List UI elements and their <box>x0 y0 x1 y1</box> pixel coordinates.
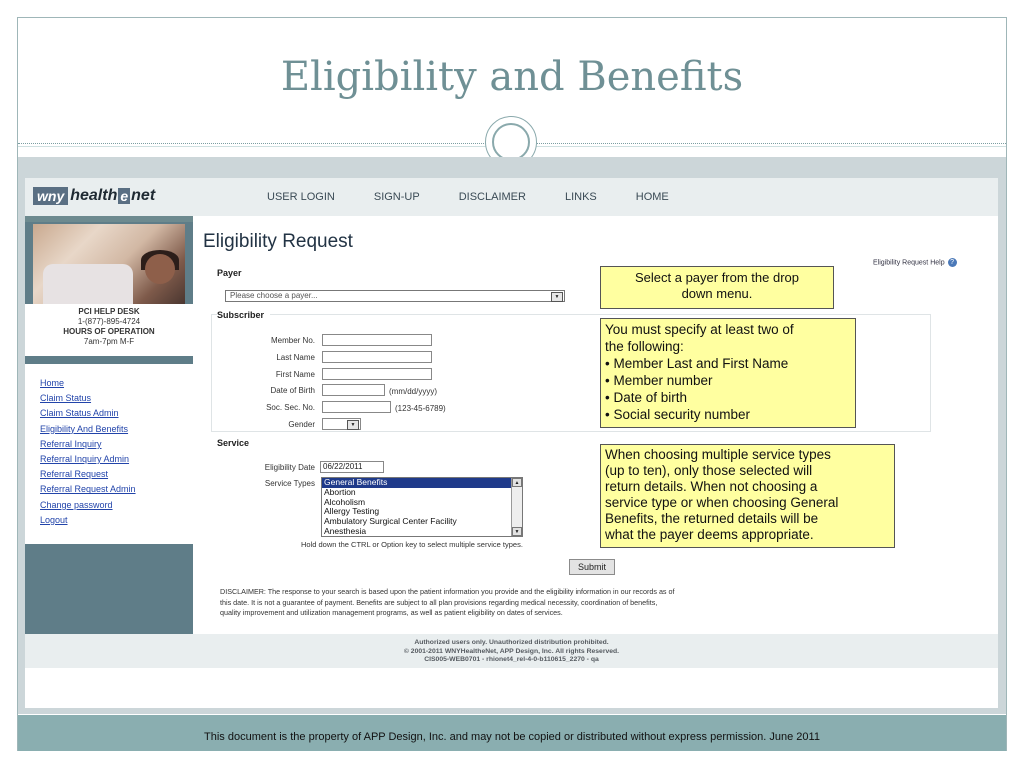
payer-callout <box>600 266 834 309</box>
footer-line: © 2001-2011 WNYHealtheNet, APP Design, Inc. All rights Reserved. <box>403 647 620 655</box>
top-nav <box>267 191 708 203</box>
app-header <box>25 178 998 216</box>
service-option[interactable]: Alcoholism <box>324 496 366 507</box>
service-list-scrollbar[interactable] <box>511 478 522 536</box>
nav-links[interactable]: LINKS <box>564 191 597 203</box>
nav-disclaimer[interactable]: DISCLAIMER <box>458 191 526 203</box>
subscriber-label: Subscriber <box>217 310 270 320</box>
service-option[interactable]: Anesthesia <box>324 525 367 536</box>
gender-select[interactable] <box>322 418 361 430</box>
callout-line: down menu. <box>681 286 753 301</box>
callout-line: service type or when choosing General <box>605 495 839 510</box>
logo-part-health: health <box>70 187 118 204</box>
first-name-input[interactable] <box>322 368 432 380</box>
scroll-up-icon[interactable]: ▲ <box>512 478 522 487</box>
wnyhealthenet-logo[interactable] <box>33 186 155 206</box>
sidebar-link-claim-status[interactable]: Claim Status <box>40 393 92 404</box>
callout-bullet: • Member number <box>605 373 713 388</box>
submit-button[interactable]: Submit <box>569 559 615 575</box>
logo-part-e: e <box>120 188 129 204</box>
service-callout <box>600 444 895 548</box>
service-option[interactable]: Ambulatory Surgical Center Facility <box>324 516 457 527</box>
help-icon: ? <box>948 258 957 267</box>
footer-line: CIS005-WEB0701 - rhionet4_rel-4-0-b110615_2270 - qa <box>424 656 599 663</box>
slide-title: Eligibility and Benefits <box>280 54 744 100</box>
eligibility-help-link[interactable] <box>873 258 957 267</box>
member-no-input[interactable] <box>322 334 432 346</box>
first-name-label: First Name <box>275 370 315 379</box>
scroll-down-icon[interactable]: ▼ <box>512 527 522 536</box>
disclaimer-line: DISCLAIMER: The response to your search is based upon the patient information you provide and the eligibility information in our records as of <box>220 587 675 596</box>
help-desk-title: PCI HELP DESK <box>78 307 140 316</box>
payer-select-value: Please choose a payer... <box>230 291 318 300</box>
chevron-down-icon: ▼ <box>347 420 359 430</box>
hours-title: HOURS OF OPERATION <box>63 327 155 336</box>
ssn-label: Soc. Sec. No. <box>266 403 315 412</box>
hours-value: 7am-7pm M-F <box>83 337 135 346</box>
callout-line: You must specify at least two of <box>605 322 794 337</box>
chevron-down-icon: ▼ <box>551 292 563 302</box>
gender-label: Gender <box>288 420 315 429</box>
help-desk-info <box>25 304 193 356</box>
last-name-label: Last Name <box>276 353 315 362</box>
sidebar-link-logout[interactable]: Logout <box>40 514 68 525</box>
callout-line: Benefits, the returned details will be <box>605 511 819 526</box>
sidebar-link-referral-request[interactable]: Referral Request <box>40 469 109 480</box>
patient-photo <box>33 224 185 304</box>
callout-line: what the payer deems appropriate. <box>605 527 814 542</box>
callout-line: Select a payer from the drop <box>634 270 800 285</box>
service-label: Service <box>217 438 250 448</box>
service-types-label: Service Types <box>264 479 315 488</box>
main-content <box>193 216 998 634</box>
callout-line: (up to ten), only those selected will <box>605 463 813 478</box>
help-link-label: Eligibility Request Help <box>873 259 945 267</box>
sidebar-link-referral-inquiry[interactable]: Referral Inquiry <box>40 438 102 449</box>
callout-line: When choosing multiple service types <box>605 447 831 462</box>
app-footer <box>25 634 998 668</box>
nav-sign-up[interactable]: SIGN-UP <box>373 191 420 203</box>
service-option[interactable]: General Benefits <box>322 478 522 488</box>
sidebar-link-referral-inquiry-admin[interactable]: Referral Inquiry Admin <box>40 454 130 465</box>
payer-select[interactable] <box>225 290 565 302</box>
service-types-list[interactable] <box>321 477 523 537</box>
disclaimer-line: this date. It is not a guarantee of payment. Benefits are subject to all plan provisions regarding medical necessity, coordination of benefits, <box>220 597 658 607</box>
nav-user-login[interactable]: USER LOGIN <box>267 191 335 203</box>
logo-part-wny: wny <box>33 187 68 205</box>
callout-bullet: • Date of birth <box>605 390 688 405</box>
last-name-input[interactable] <box>322 351 432 363</box>
eligibility-date-input[interactable]: 06/22/2011 <box>320 461 384 473</box>
help-desk-phone: 1-(877)-895-4724 <box>77 317 141 326</box>
ssn-input[interactable] <box>322 401 391 413</box>
multi-select-hint: Hold down the CTRL or Option key to select multiple service types. <box>301 540 523 549</box>
callout-line: the following: <box>605 339 684 354</box>
ssn-format-hint: (123-45-6789) <box>395 404 446 413</box>
sidebar <box>25 216 193 634</box>
dob-format-hint: (mm/dd/yyyy) <box>389 387 437 396</box>
service-option[interactable]: Allergy Testing <box>324 506 380 517</box>
callout-bullet: • Member Last and First Name <box>605 356 789 371</box>
sidebar-link-eligibility-benefits[interactable]: Eligibility And Benefits <box>40 423 129 434</box>
disclaimer-line: quality improvement and utilization management programs, as well as patient eligibility on dates of services. <box>220 608 563 617</box>
callout-bullet: • Social security number <box>605 407 751 422</box>
service-option[interactable]: Abortion <box>324 486 356 497</box>
slide-footer-text: This document is the property of APP Design, Inc. and may not be copied or distributed without express permission. June 2011 <box>204 731 820 743</box>
page-heading: Eligibility Request <box>203 231 353 252</box>
dob-label: Date of Birth <box>270 386 315 395</box>
sidebar-link-claim-status-admin[interactable]: Claim Status Admin <box>40 408 119 419</box>
subscriber-callout <box>600 318 856 428</box>
eligibility-date-label: Eligibility Date <box>264 463 315 472</box>
sidebar-links-panel <box>25 364 193 544</box>
sidebar-link-referral-request-admin[interactable]: Referral Request Admin <box>40 484 136 495</box>
sidebar-link-change-password[interactable]: Change password <box>40 499 113 510</box>
member-no-label: Member No. <box>270 336 315 345</box>
sidebar-link-home[interactable]: Home <box>40 378 65 388</box>
dob-input[interactable] <box>322 384 385 396</box>
disclaimer-text <box>220 587 820 619</box>
callout-line: return details. When not choosing a <box>605 479 818 494</box>
sidebar-links <box>40 376 136 528</box>
footer-line: Authorized users only. Unauthorized distribution prohibited. <box>414 639 609 646</box>
payer-label: Payer <box>217 268 242 278</box>
web-app-screenshot <box>25 178 998 708</box>
nav-home[interactable]: HOME <box>635 191 669 203</box>
logo-part-net: net <box>131 187 156 204</box>
